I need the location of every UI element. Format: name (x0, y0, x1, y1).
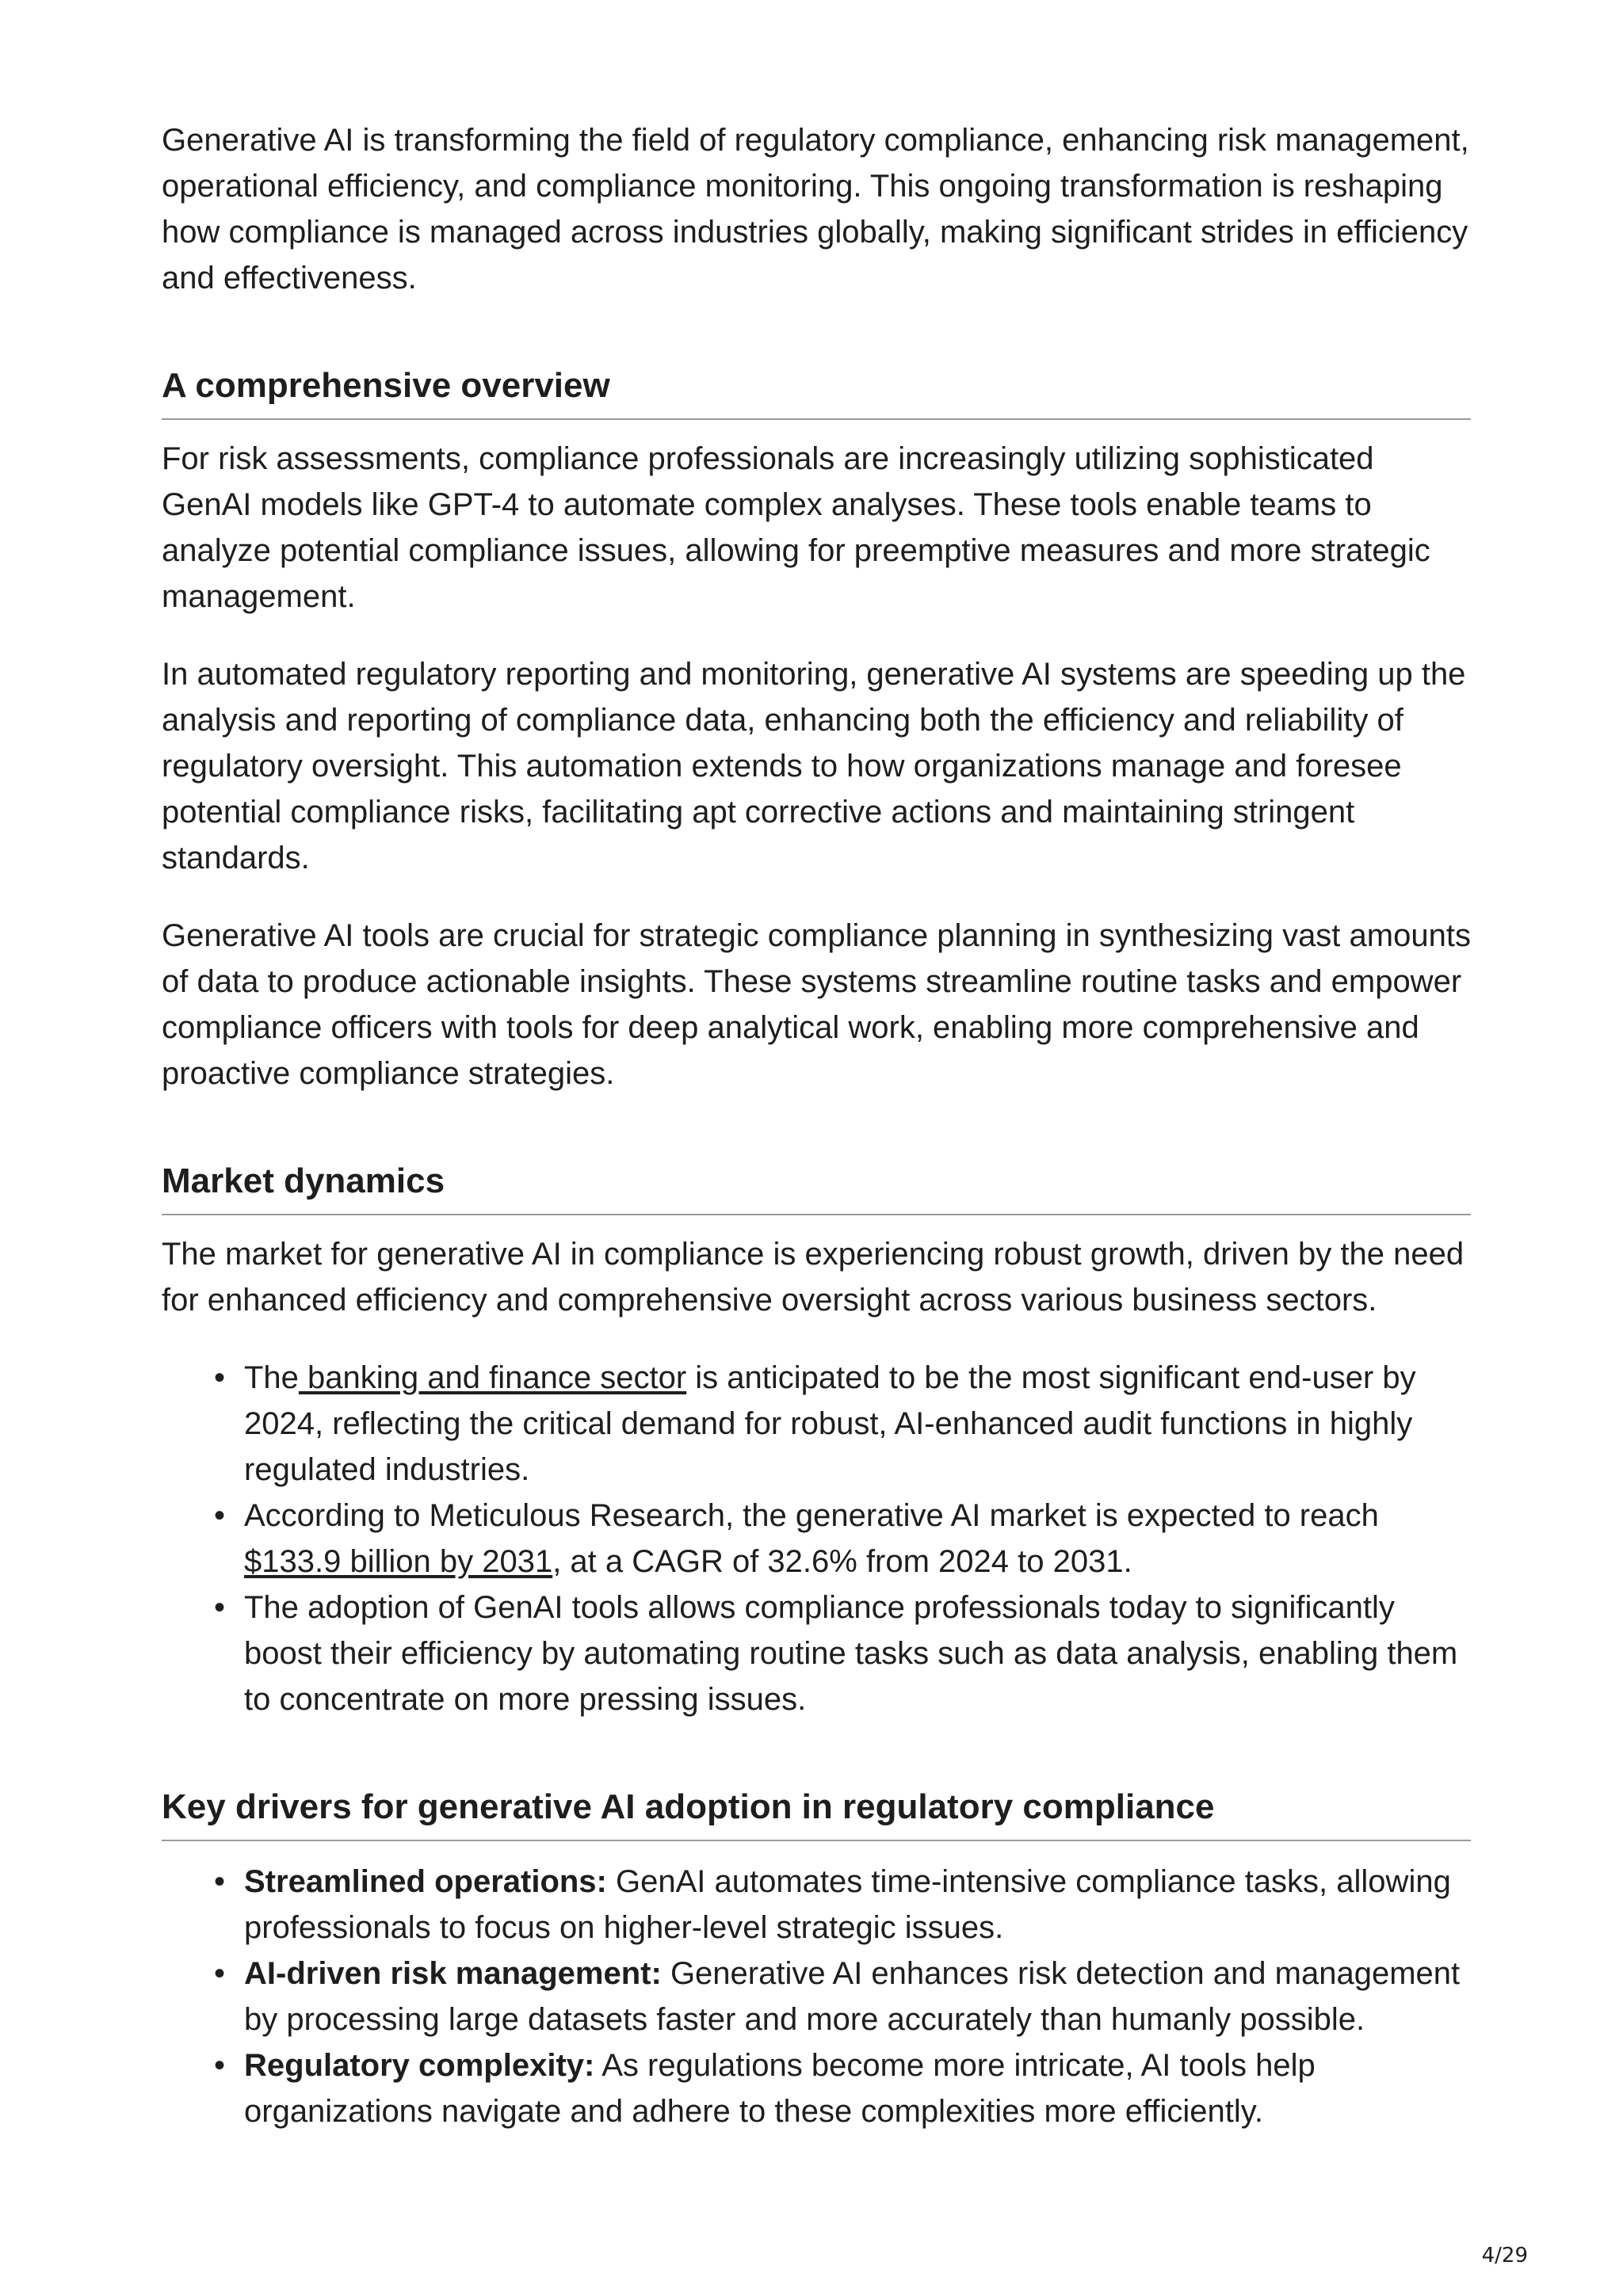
market-paragraph: The market for generative AI in compliance is experiencing robust growth, driven by the need for enhanced efficiency and comprehensive oversight across various business sectors. (162, 1237, 1465, 1318)
list-item (214, 2042, 1471, 2134)
bullet-dot: • (214, 1956, 226, 1991)
list-item-text: The adoption of GenAI tools allows compliance professionals today to significantly boost their efficiency by automating routine tasks such as data analysis, enabling them to concentrate on more pressing issues. (244, 1590, 1458, 1717)
bullet-dot: • (214, 1498, 226, 1533)
driver-label: Streamlined operations: (244, 1864, 607, 1899)
market-size-link[interactable]: $133.9 billion by 2031 (244, 1544, 553, 1579)
bullet-dot: • (214, 1864, 226, 1899)
section-heading-overview: A comprehensive overview (162, 363, 1471, 420)
overview-paragraph-1: For risk assessments, compliance professionals are increasingly utilizing sophisticated GenAI models like GPT-4 to automate complex analyses. These tools enable teams to analyze potential compliance issues, allowing for preemptive measures and more strategic management. (162, 441, 1430, 614)
bullet-dot: • (214, 2048, 226, 2083)
list-item-text: The (244, 1360, 299, 1395)
overview-paragraph-3: Generative AI tools are crucial for strategic compliance planning in synthesizing vast amounts of data to produce actionable insights. These systems streamline routine tasks and empower compliance officers with tools for deep analytical work, enabling more comprehensive and proactive compliance strategies. (162, 918, 1471, 1091)
list-item (214, 1859, 1471, 1951)
list-item-text: According to Meticulous Research, the generative AI market is expected to reach (244, 1498, 1379, 1533)
list-item-text: , at a CAGR of 32.6% from 2024 to 2031. (552, 1544, 1132, 1579)
page-number: 4/29 (1481, 2244, 1528, 2267)
bullet-dot: • (214, 1360, 226, 1395)
intro-paragraph: Generative AI is transforming the field of regulatory compliance, enhancing risk management, operational efficiency, and compliance monitoring. This ongoing transformation is reshaping how compliance is managed across industries globally, making significant strides in efficiency and effectiveness. (162, 123, 1469, 296)
list-item (214, 1355, 1471, 1493)
section-heading-market: Market dynamics (162, 1158, 1471, 1215)
list-item (214, 1493, 1471, 1585)
driver-text: As regulations become more intricate, AI tools help organizations navigate and adhere to these complexities more efficiently. (244, 2048, 1316, 2129)
driver-text: Generative AI enhances risk detection and management by processing large datasets faster and more accurately than humanly possible. (244, 1956, 1461, 2037)
list-item (214, 1951, 1471, 2042)
overview-paragraph-2: In automated regulatory reporting and monitoring, generative AI systems are speeding up the analysis and reporting of compliance data, enhancing both the efficiency and reliability of regulatory oversight. This automation extends to how organizations manage and foresee potential compliance risks, facilitating apt corrective actions and maintaining stringent standards. (162, 657, 1466, 875)
list-item (214, 1585, 1471, 1722)
section-heading-drivers: Key drivers for generative AI adoption in regulatory compliance (162, 1784, 1471, 1841)
bullet-dot: • (214, 1590, 226, 1625)
list-item-text: is anticipated to be the most significant end-user by 2024, reflecting the critical demand for robust, AI-enhanced audit functions in highly regulated industries. (244, 1360, 1416, 1487)
driver-text: GenAI automates time-intensive compliance tasks, allowing professionals to focus on higher-level strategic issues. (244, 1864, 1451, 1945)
document-page (162, 117, 1471, 2134)
drivers-bullet-list (162, 1859, 1471, 2134)
driver-label: AI-driven risk management: (244, 1956, 662, 1991)
driver-label: Regulatory complexity: (244, 2048, 595, 2083)
market-bullet-list (162, 1355, 1471, 1722)
banking-finance-link[interactable]: banking and finance sector (298, 1360, 687, 1395)
